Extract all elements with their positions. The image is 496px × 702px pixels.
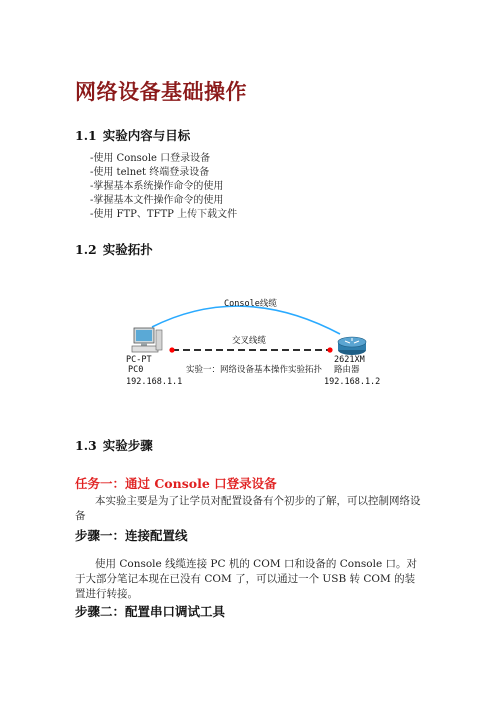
objective-item: -掌握基本文件操作命令的使用 <box>90 195 224 206</box>
document-title: 网络设备基础操作 <box>75 79 247 104</box>
pc-name-label: PC0 <box>128 365 144 375</box>
link-dot-router <box>327 347 332 352</box>
objective-item: -掌握基本系统操作命令的使用 <box>90 181 224 192</box>
section-number: 1.3 <box>75 438 97 453</box>
objective-item: -使用 FTP、TFTP 上传下载文件 <box>90 209 238 220</box>
pc-type-label: PC-PT <box>126 355 152 365</box>
router-model-label: 2621XM <box>334 355 365 365</box>
section-number: 1.2 <box>75 242 97 257</box>
objective-item: -使用 telnet 终端登录设备 <box>90 167 210 178</box>
router-ip-label: 192.168.1.2 <box>324 377 381 387</box>
section-heading-steps <box>75 436 153 454</box>
pc-icon <box>132 328 162 352</box>
section-number: 1.1 <box>75 128 97 143</box>
crossover-cable-label: 交叉线缆 <box>232 336 267 346</box>
link-dot-pc <box>169 347 174 352</box>
topology-diagram <box>112 292 382 392</box>
router-name-label: 路由器 <box>334 365 360 375</box>
pc-ip-label: 192.168.1.1 <box>126 377 183 387</box>
task1-description: 本实验主要是为了让学员对配置设备有个初步的了解，可以控制网络设备 <box>75 495 421 522</box>
console-cable <box>152 306 340 334</box>
router-icon <box>338 337 366 355</box>
section-label: 实验拓扑 <box>102 242 153 257</box>
section-label: 实验步骤 <box>102 438 153 453</box>
topology-caption: 实验一：网络设备基本操作实验拓扑 <box>186 365 323 375</box>
step1-heading: 步骤一：连接配置线 <box>75 528 188 543</box>
objective-item: -使用 Console 口登录设备 <box>90 153 211 164</box>
console-cable-label: Console线缆 <box>224 299 277 309</box>
step1-description: 使用 Console 线缆连接 PC 机的 COM 口和设备的 Console 口。对于大部分笔记本现在已没有 COM 了，可以通过一个 USB 转 COM 的装置进行转接。 <box>75 558 417 600</box>
section-label: 实验内容与目标 <box>102 128 191 143</box>
section-heading-topology <box>75 240 153 258</box>
step2-heading: 步骤二：配置串口调试工具 <box>75 604 226 619</box>
task1-heading: 任务一：通过 Console 口登录设备 <box>75 476 277 491</box>
objectives-list <box>90 152 237 222</box>
section-heading-content-goals <box>75 126 190 144</box>
